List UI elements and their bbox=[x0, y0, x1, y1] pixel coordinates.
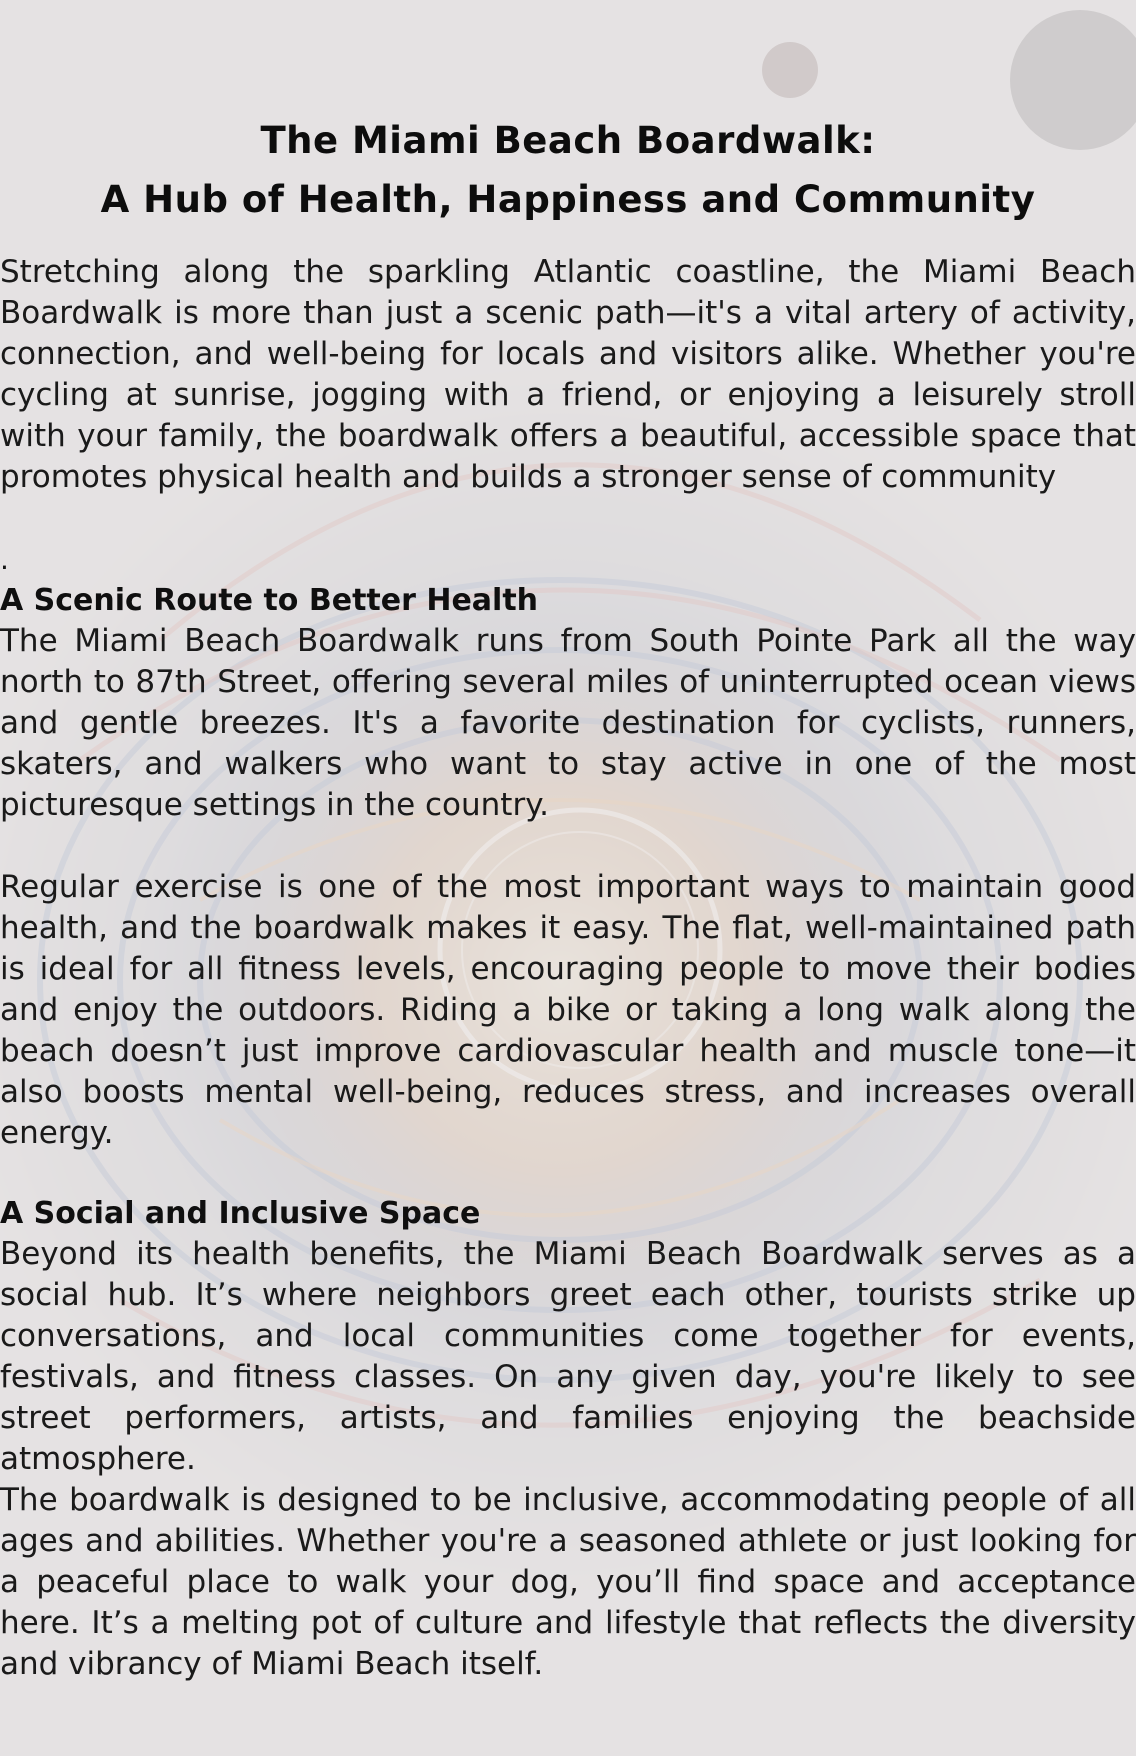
section-heading-social: A Social and Inclusive Space bbox=[0, 1196, 481, 1231]
stray-period: . bbox=[0, 543, 9, 576]
section-heading-health: A Scenic Route to Better Health bbox=[0, 583, 539, 618]
social-paragraph-1: Beyond its health benefits, the Miami Beach Boardwalk serves as a social hub. It’s where neighbors greet each other, tourists strike up conversations, and local communities come together for events, festivals, and fitness classes. On any given day, you're likely to see street performers, artists, and families enjoying the beachside atmosphere. bbox=[0, 1236, 1136, 1477]
intro-paragraph: Stretching along the sparkling Atlantic coastline, the Miami Beach Boardwalk is more than just a scenic path—it's a vital artery of activity, connection, and well-being for locals and visitors alike. Whether you're cycling at sunrise, jogging with a friend, or enjoying a leisurely stroll with your family, the boardwalk offers a beautiful, accessible space that promotes physical health and builds a stronger sense of community bbox=[0, 254, 1136, 495]
article-title-line2: A Hub of Health, Happiness and Community bbox=[100, 178, 1036, 221]
social-paragraph-2: The boardwalk is designed to be inclusive, accommodating people of all ages and abilities. Whether you're a seasoned athlete or just looking for a peaceful place to walk your dog, you’ll find space and acceptance here. It’s a melting pot of culture and lifestyle that reflects the diversity and vibrancy of Miami Beach itself. bbox=[0, 1482, 1136, 1682]
health-paragraph-2: Regular exercise is one of the most important ways to maintain good health, and the boardwalk makes it easy. The flat, well-maintained path is ideal for all fitness levels, encouraging people to move their bodies and enjoy the outdoors. Riding a bike or taking a long walk along the beach doesn’t just improve cardiovascular health and muscle tone—it also boosts mental well-being, reduces stress, and increases overall energy. bbox=[0, 869, 1136, 1151]
health-paragraph-1: The Miami Beach Boardwalk runs from South Pointe Park all the way north to 87th Street, offering several miles of uninterrupted ocean views and gentle breezes. It's a favorite destination for cyclists, runners, skaters, and walkers who want to stay active in one of the most picturesque settings in the country. bbox=[0, 623, 1136, 823]
article-title-line1: The Miami Beach Boardwalk: bbox=[260, 119, 876, 162]
